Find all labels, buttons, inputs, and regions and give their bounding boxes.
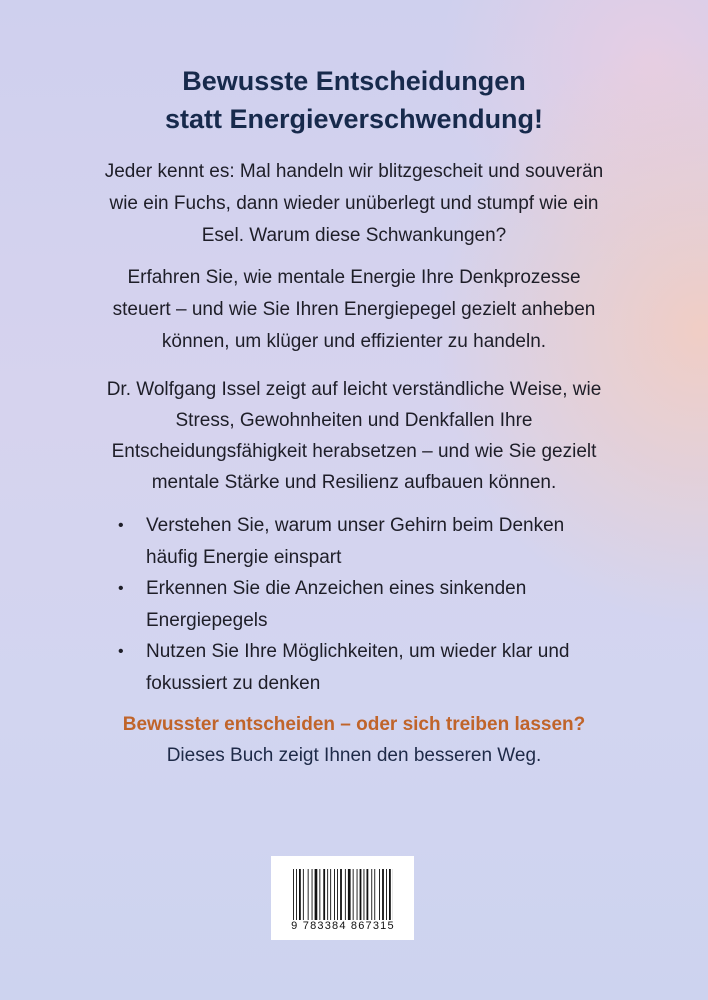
text-line: Entscheidungsfähigkeit herabsetzen – und wie Sie gezielt xyxy=(111,441,597,462)
title-line-2: statt Energieverschwendung! xyxy=(164,104,544,134)
benefit-list xyxy=(118,510,638,699)
text-line: Stress, Gewohnheiten und Denkfallen Ihre xyxy=(175,410,533,431)
text-line: Verstehen Sie, warum unser Gehirn beim Denken xyxy=(146,515,565,536)
isbn-digits: 9 783384 867315 xyxy=(287,920,399,932)
energy-paragraph xyxy=(0,262,708,358)
text-line: Energiepegels xyxy=(146,609,268,631)
author-paragraph xyxy=(0,374,708,498)
cover-title xyxy=(0,62,708,138)
tagline: Bewusster entscheiden – oder sich treiben lassen? xyxy=(122,714,586,735)
text-line: Jeder kennt es: Mal handeln wir blitzgescheit und souverän xyxy=(104,161,604,182)
text-line: fokussiert zu denken xyxy=(146,672,321,694)
text-line: Esel. Warum diese Schwankungen? xyxy=(201,225,507,246)
list-item xyxy=(118,636,638,699)
text-line: Dr. Wolfgang Issel zeigt auf leicht verständliche Weise, wie xyxy=(106,379,602,400)
text-line: Erkennen Sie die Anzeichen eines sinkenden xyxy=(146,578,527,599)
text-line: wie ein Fuchs, dann wieder unüberlegt und stumpf wie ein xyxy=(109,193,599,214)
closing-line: Dieses Buch zeigt Ihnen den besseren Weg. xyxy=(166,745,542,766)
text-line: Erfahren Sie, wie mentale Energie Ihre Denkprozesse xyxy=(127,267,581,288)
list-item xyxy=(118,510,638,573)
bullet-icon: • xyxy=(118,643,124,660)
text-line: können, um klüger und effizienter zu handeln. xyxy=(161,331,547,352)
bullet-icon: • xyxy=(118,580,124,597)
bullet-icon: • xyxy=(118,517,124,534)
intro-paragraph xyxy=(0,156,708,252)
text-line: mentale Stärke und Resilienz aufbauen können. xyxy=(151,472,557,493)
text-line: steuert – und wie Sie Ihren Energiepegel gezielt anheben xyxy=(112,299,596,320)
text-line: Nutzen Sie Ihre Möglichkeiten, um wieder klar und xyxy=(146,641,570,662)
list-item xyxy=(118,573,638,636)
text-line: häufig Energie einspart xyxy=(146,546,342,568)
isbn-barcode xyxy=(271,856,414,940)
title-line-1: Bewusste Entscheidungen xyxy=(182,66,526,96)
